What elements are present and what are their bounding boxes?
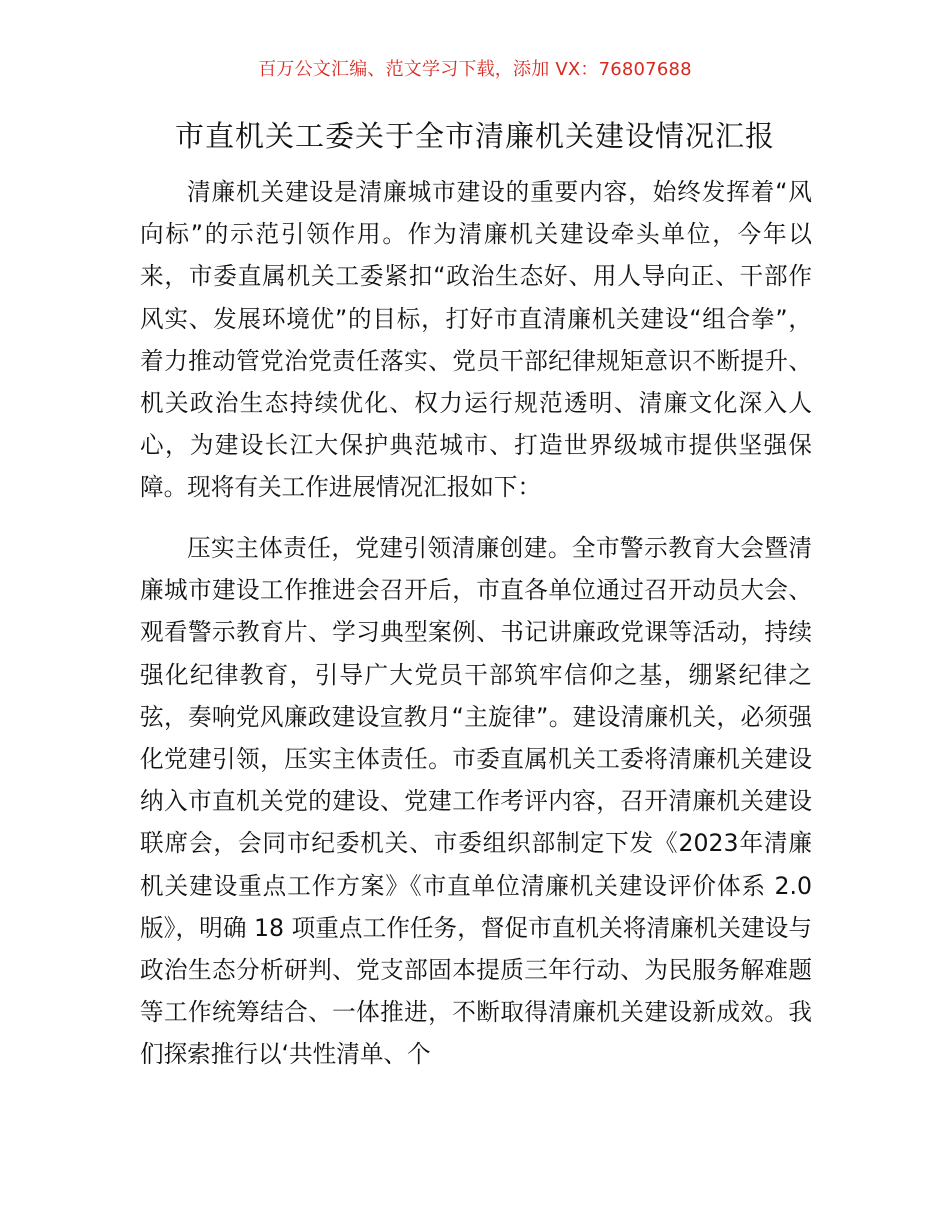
header-watermark: 百万公文汇编、范文学习下载，添加 VX：76807688	[258, 59, 692, 80]
paragraph-intro: 清廉机关建设是清廉城市建设的重要内容，始终发挥着“风向标”的示范引领作用。作为清廉机关建设牵头单位，今年以来，市委直属机关工委紧扣“政治生态好、用人导向正、干部作风实、发展环境优”的目标，打好市直清廉机关建设“组合拳”，着力推动管党治党责任落实、党员干部纪律规矩意识不断提升、机关政治生态持续优化、权力运行规范透明、清廉文化深入人心，为建设长江大保护典范城市、打造世界级城市提供坚强保障。现将有关工作进展情况汇报如下：	[140, 178, 812, 502]
paragraph-responsibility: 压实主体责任，党建引领清廉创建。全市警示教育大会暨清廉城市建设工作推进会召开后，市直各单位通过召开动员大会、观看警示教育片、学习典型案例、书记讲廉政党课等活动，持续强化纪律教育，引导广大党员干部筑牢信仰之基，绷紧纪律之弦，奏响党风廉政建设宣教月“主旋律”。建设清廉机关，必须强化党建引领，压实主体责任。市委直属机关工委将清廉机关建设纳入市直机关党的建设、党建工作考评内容，召开清廉机关建设联席会，会同市纪委机关、市委组织部制定下发《2023年清廉机关建设重点工作方案》《市直单位清廉机关建设评价体系 2.0 版》，明确 18 项重点工作任务，督促市直机关将清廉机关建设与政治生态分析研判、党支部固本提质三年行动、为民服务解难题等工作统筹结合、一体推进，不断取得清廉机关建设新成效。我们探索推行以‘共性清单、个	[140, 534, 812, 1069]
document-title: 市直机关工委关于全市清廉机关建设情况汇报	[174, 119, 775, 153]
